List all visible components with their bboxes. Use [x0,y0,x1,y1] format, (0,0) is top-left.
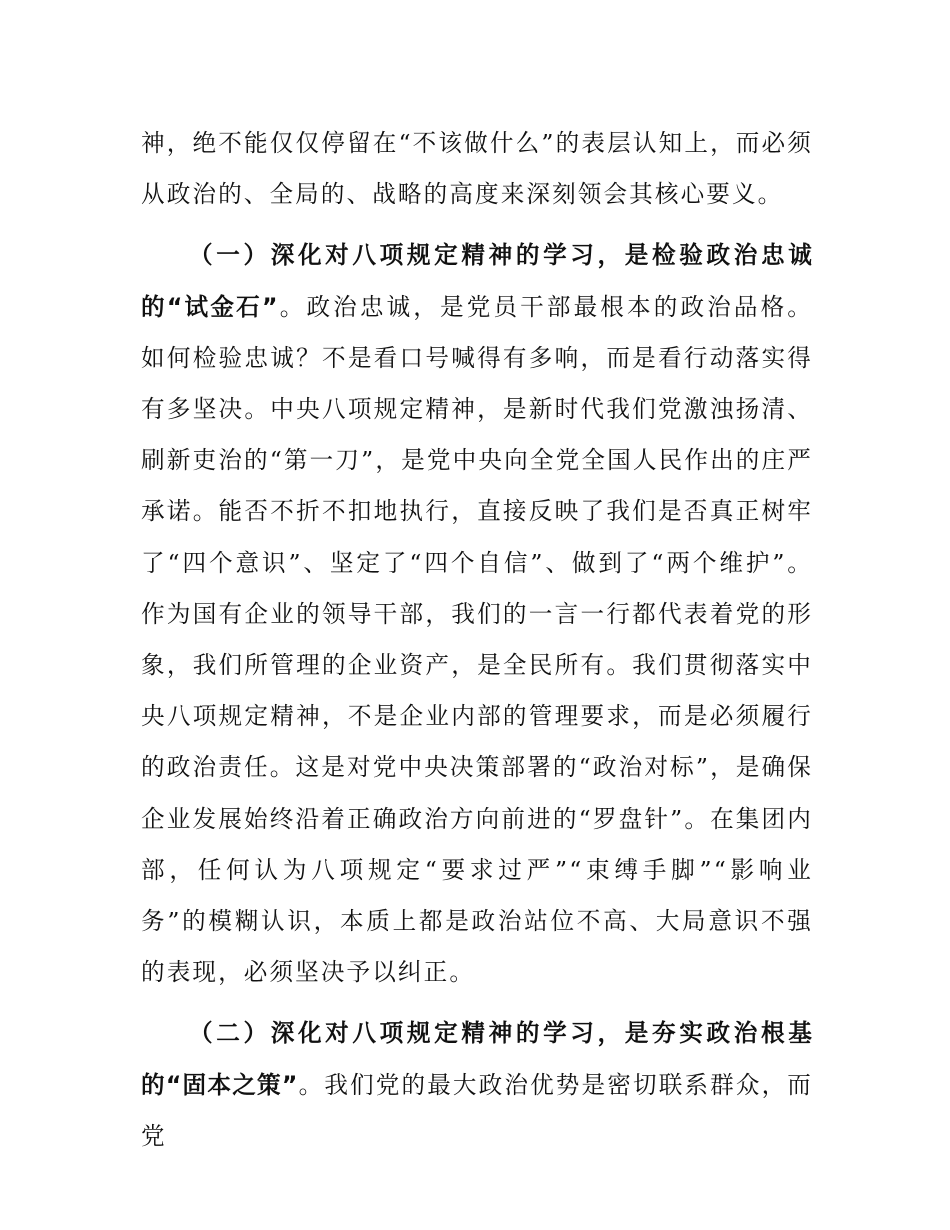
section-heading: （一）深化对八项规定精神的学习，是检验政治忠诚的“试金石” [141,241,813,321]
paragraph-text: 。政治忠诚，是党员干部最根本的政治品格。如何检验忠诚？不是看口号喊得有多响，而是看行动落实得有多坚决。中央八项规定精神，是新时代我们党激浊扬清、刷新吏治的“第一刀”，是党中央向全党全国人民作出的庄严承诺。能否不折不扣地执行，直接反映了我们是否真正树牢了“四个意识”、坚定了“四个自信”、做到了“两个维护”。作为国有企业的领导干部，我们的一言一行都代表着党的形象，我们所管理的企业资产，是全民所有。我们贯彻落实中央八项规定精神，不是企业内部的管理要求，而是必须履行的政治责任。这是对党中央决策部署的“政治对标”，是确保企业发展始终沿着正确政治方向前进的“罗盘针”。在集团内部，任何认为八项规定“要求过严”“束缚手脚”“影响业务”的模糊认识，本质上都是政治站位不高、大局意识不强的表现，必须坚决予以纠正。 [141,292,814,987]
paragraph-text: 。我们党的最大政治优势是密切联系群众，而党 [141,1070,814,1150]
document-body [141,118,813,1162]
paragraph-section-2 [141,1008,813,1162]
paragraph-continuation [141,118,813,220]
paragraph-text: 神，绝不能仅仅停留在“不该做什么”的表层认知上，而必须从政治的、全局的、战略的高度来深刻领会其核心要义。 [141,129,813,209]
section-heading: （二）深化对八项规定精神的学习，是夯实政治根基的“固本之策” [141,1019,813,1099]
paragraph-section-1 [141,230,813,998]
